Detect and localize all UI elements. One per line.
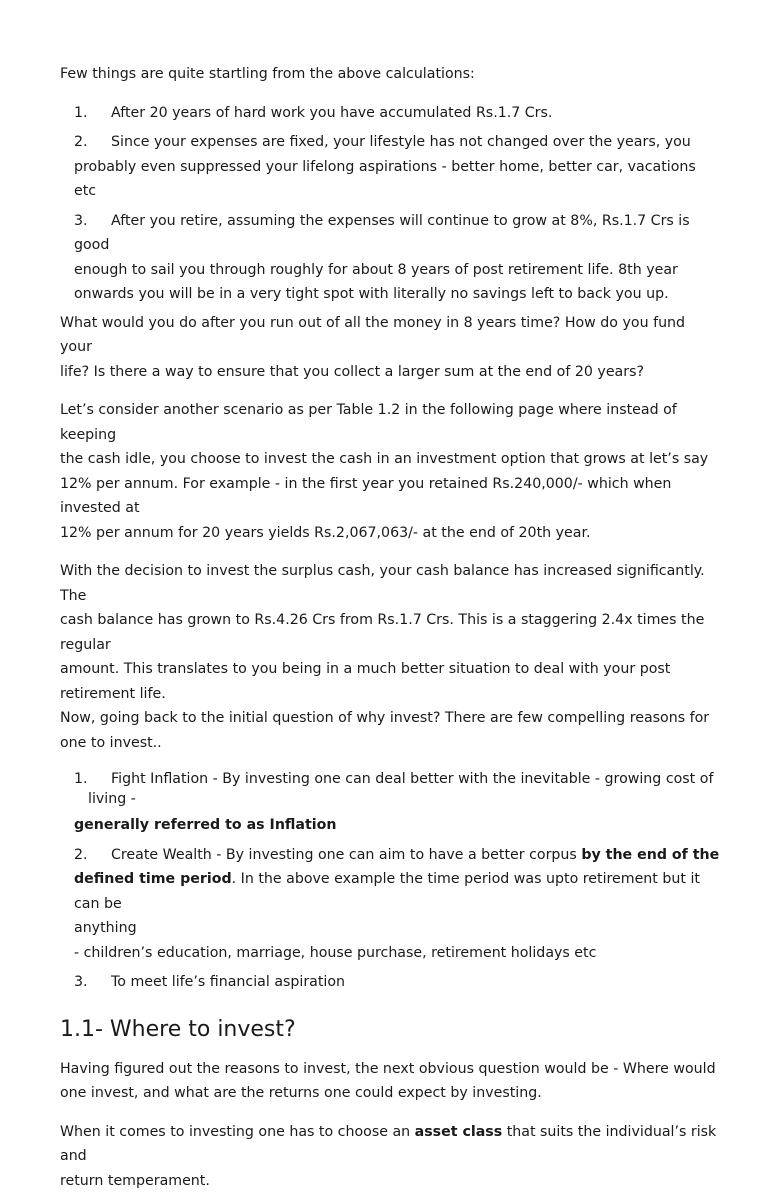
list-item: 2. Create Wealth - By investing one can aim to have a better corpus by the end of the defined time period. In the above example the time period was upto retirement but it can be anything - children’s education, marriage, house purchase, retirement holidays etc (60, 843, 720, 966)
list-item-text: Fight Inflation - By investing one can deal better with the inevitable - growing cost of (111, 771, 713, 787)
list-number: 1. (74, 769, 111, 789)
list-item-continuation: probably even suppressed your lifelong aspirations - better home, better car, vacations etc (74, 155, 720, 204)
list-number: 3. (74, 970, 111, 995)
list-item (60, 209, 720, 307)
intro-text: Few things are quite startling from the above calculations: (60, 62, 720, 87)
list-item-text: After you retire, assuming the expenses will continue to grow at 8%, Rs.1.7 Crs is good (74, 213, 690, 254)
list-item-continuation: living - (74, 789, 720, 809)
list-number: 3. (74, 209, 111, 234)
list-item (60, 101, 720, 126)
list-item-text: Since your expenses are fixed, your lifestyle has not changed over the years, you (111, 134, 691, 150)
consequences-list (60, 101, 720, 307)
reasons-list (60, 769, 720, 995)
list-item (60, 769, 720, 838)
paragraph: Having figured out the reasons to invest, the next obvious question would be - Where would one invest, and what are the returns one could expect by investing. (60, 1057, 720, 1106)
paragraph: Let’s consider another scenario as per Table 1.2 in the following page where instead of keeping the cash idle, you choose to invest the cash in an investment option that grows at let’s say 12% per annum. For example - in the first year you retained Rs.240,000/- which when invested at 12% per annum for 20 years yields Rs.2,067,063/- at the end of 20th year. (60, 398, 720, 545)
paragraph: What would you do after you run out of all the money in 8 years time? How do you fund your life? Is there a way to ensure that you collect a larger sum at the end of 20 years? (60, 311, 720, 385)
list-item-continuation: onwards you will be in a very tight spot with literally no savings left to back you up. (74, 282, 720, 307)
document-page (60, 62, 720, 1193)
list-item-text: To meet life’s financial aspiration (111, 974, 345, 990)
list-item-bold: generally referred to as Inflation (74, 817, 337, 833)
list-number: 2. (74, 130, 111, 155)
list-item (60, 130, 720, 204)
list-item (60, 970, 720, 995)
list-number: 2. (74, 843, 111, 868)
list-number: 1. (74, 101, 111, 126)
list-item-text: After 20 years of hard work you have accumulated Rs.1.7 Crs. (111, 105, 552, 121)
paragraph: When it comes to investing one has to choose an asset class that suits the individual’s risk and return temperament. (60, 1120, 720, 1193)
paragraph: With the decision to invest the surplus cash, your cash balance has increased significantly. The cash balance has grown to Rs.4.26 Crs from Rs.1.7 Crs. This is a staggering 2.4x times the regular amount. This translates to you being in a much better situation to deal with your post retirement life. Now, going back to the initial question of why invest? There are few compelling reasons for one to invest.. (60, 559, 720, 755)
section-heading: 1.1- Where to invest? (60, 1015, 720, 1045)
list-item-continuation: enough to sail you through roughly for about 8 years of post retirement life. 8th year (74, 258, 720, 283)
